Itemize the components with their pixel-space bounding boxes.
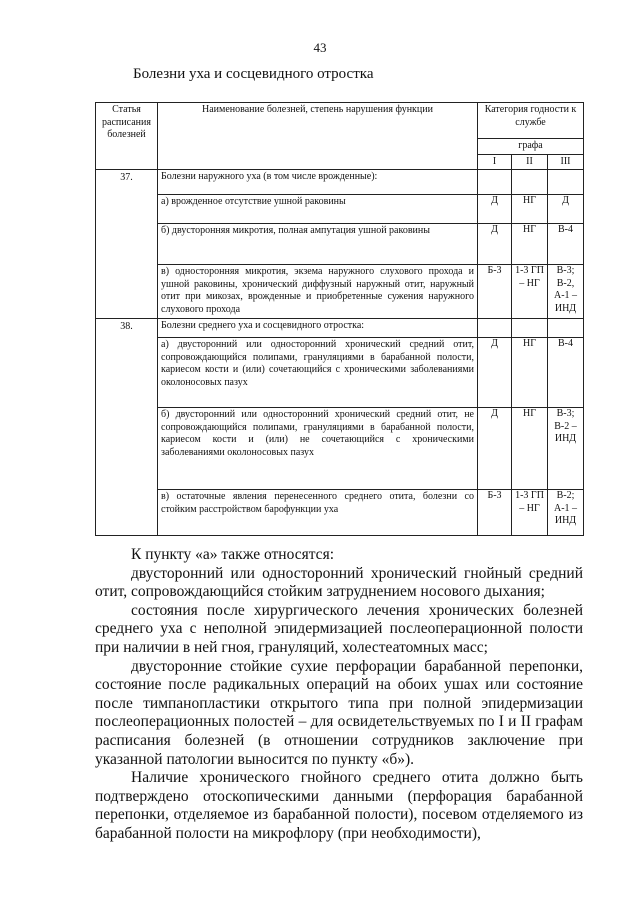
- category-col-1: Д: [478, 338, 512, 408]
- section-title: Болезни уха и сосцевидного отростка: [133, 66, 374, 82]
- category-col-2: НГ: [512, 408, 548, 490]
- category-col-3: В-3; В-2 – ИНД: [548, 408, 584, 490]
- category-col-3: В-4: [548, 224, 584, 265]
- category-col-1: Б-3: [478, 265, 512, 319]
- page-number: 43: [313, 40, 327, 55]
- category-col-3: В-4: [548, 338, 584, 408]
- disease-item: в) односторонняя микротия, экзема наружного слухового прохода и ушной раковины, хронический диффузный наружный отит, наружный отит при микозах, врожденные и приобретенные сужения наружного слухового прохода: [158, 265, 478, 319]
- paragraph: состояния после хирургического лечения хронических болезней среднего уха с неполной эпидермизацией послеоперационной полости при наличии в ней гноя, грануляций, холестеатомных масс;: [95, 601, 583, 656]
- header-col-1: I: [478, 154, 512, 170]
- paragraph: Наличие хронического гнойного среднего отита должно быть подтверждено отоскопическими данными (перфорация барабанной перепонки, отделяемое из барабанной полости), посевом отделяемого из барабанной полости на микрофлору (при необходимости),: [95, 769, 583, 842]
- category-col-3: В-3; В-2, А-1 – ИНД: [548, 265, 584, 319]
- disease-item: а) врожденное отсутствие ушной раковины: [158, 195, 478, 224]
- paragraph: двусторонние стойкие сухие перфорации барабанной перепонки, состояние после радикальных операций на обоих ушах или состояние после тимпанопластики открытого типа при полной эпидермизации послеоперационных полостей – для освидетельствуемых по I и II графам расписания болезней (в отношении сотрудников заключение при указанной патологии выносится по пункту «б»).: [95, 657, 583, 768]
- paragraph: К пункту «а» также относятся:: [131, 546, 334, 563]
- article-number: 38.: [96, 319, 158, 536]
- category-col-1: Д: [478, 195, 512, 224]
- category-col-2: НГ: [512, 195, 548, 224]
- header-col-2: II: [512, 154, 548, 170]
- category-col-3: В-2; А-1 – ИНД: [548, 490, 584, 536]
- diseases-table: [95, 102, 584, 536]
- category-col-2: 1-3 ГП – НГ: [512, 490, 548, 536]
- group-title: Болезни среднего уха и сосцевидного отростка:: [158, 319, 478, 338]
- category-col-2: НГ: [512, 338, 548, 408]
- header-name: Наименование болезней, степень нарушения функции: [158, 103, 478, 170]
- disease-item: б) двусторонняя микротия, полная ампутация ушной раковины: [158, 224, 478, 265]
- category-col-3: Д: [548, 195, 584, 224]
- disease-item: а) двусторонний или односторонний хронический средний отит, сопровождающийся полипами, грануляциями в барабанной полости, кариесом кости и (или) сочетающийся с хроническими заболеваниями околоносовых пазух: [158, 338, 478, 408]
- category-col-1: Б-3: [478, 490, 512, 536]
- paragraph: двусторонний или односторонний хронический гнойный средний отит, сопровождающийся стойким затруднением носового дыхания;: [95, 564, 583, 601]
- header-article: Статья расписания болезней: [96, 103, 158, 170]
- header-grafa: графа: [478, 139, 584, 155]
- group-title: Болезни наружного уха (в том числе врожденные):: [158, 170, 478, 195]
- disease-item: в) остаточные явления перенесенного среднего отита, болезни со стойким расстройством барофункции уха: [158, 490, 478, 536]
- body-text: [95, 546, 583, 844]
- header-category: Категория годности к службе: [478, 103, 584, 139]
- category-col-1: Д: [478, 408, 512, 490]
- category-col-2: 1-3 ГП – НГ: [512, 265, 548, 319]
- category-col-1: Д: [478, 224, 512, 265]
- disease-item: б) двусторонний или односторонний хронический средний отит, не сопровождающийся полипами, грануляциями в барабанной полости, кариесом кости и (или) не сочетающийся с хроническими заболеваниями околоносовых пазух: [158, 408, 478, 490]
- header-col-3: III: [548, 154, 584, 170]
- article-number: 37.: [96, 170, 158, 319]
- category-col-2: НГ: [512, 224, 548, 265]
